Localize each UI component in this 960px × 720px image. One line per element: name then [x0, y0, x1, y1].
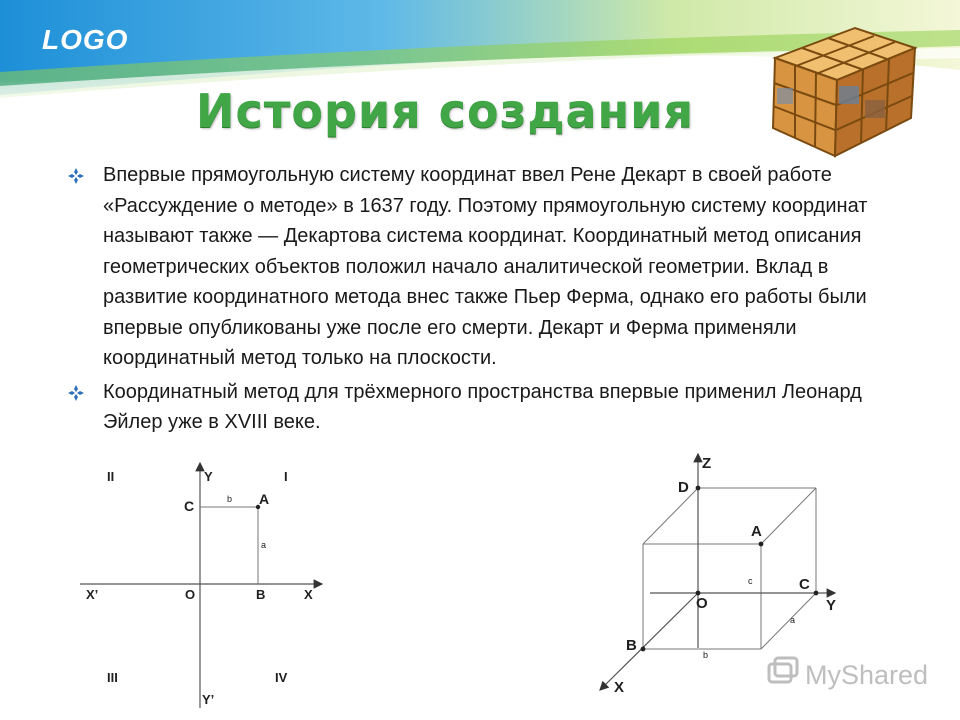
- body-text: [66, 160, 906, 441]
- slide-title: История создания: [196, 84, 695, 138]
- point-c-dot: [814, 591, 819, 596]
- point-b-dot-3d: [641, 647, 646, 652]
- point-b-3d-label: B: [626, 637, 637, 654]
- y-neg-axis-label: Y’: [202, 692, 215, 707]
- point-a-dot-3d: [759, 542, 764, 547]
- point-b-label: B: [256, 587, 266, 602]
- edge-a-label: a: [790, 615, 796, 625]
- point-d-label: D: [678, 479, 689, 496]
- paragraph-1: [66, 160, 906, 374]
- segment-a-label: a: [261, 540, 267, 550]
- point-a-3d-label: A: [751, 523, 762, 540]
- paragraph-1-text: Впервые прямоугольную систему координат ввел Рене Декарт в своей работе «Рассуждение о методе» в 1637 году. Поэтому прямоугольную систему координат называют также — Декартова система координат. Координатный метод описания геометрических объектов положил начало аналитической геометрии. Вклад в развитие координатного метода внес также Пьер Ферма, однако его работы были впервые опубликованы уже после его смерти. Декарт и Ферма применяли координатный метод только на плоскости.: [103, 164, 868, 369]
- z-axis-label: Z: [702, 455, 712, 472]
- segment-b-label: b: [227, 494, 233, 504]
- point-a-label: A: [259, 491, 270, 507]
- plane-coordinate-diagram: [72, 458, 342, 720]
- quadrant-ii-label: II: [107, 469, 115, 484]
- x-axis-label: X: [304, 587, 313, 602]
- x-axis-3d-label: X: [614, 679, 625, 696]
- quadrant-iii-label: III: [107, 670, 118, 685]
- edge-c-label: c: [748, 576, 753, 586]
- watermark-text: MyShared: [805, 660, 929, 690]
- y-axis-label: Y: [204, 469, 213, 484]
- origin-3d-label: O: [696, 595, 708, 612]
- x-axis-3d: [600, 593, 698, 690]
- point-d-dot: [696, 486, 701, 491]
- myshared-watermark: [765, 654, 935, 694]
- rubiks-cube-image: [755, 8, 920, 158]
- point-c-label: C: [184, 498, 195, 514]
- paragraph-2-text: Координатный метод для трёхмерного пространства впервые применил Леонард Эйлер уже в XVIII веке.: [103, 380, 862, 433]
- diamond-bullet-icon: [68, 168, 84, 184]
- point-c-label-3d: C: [799, 576, 810, 593]
- edge-b-label: b: [703, 650, 709, 660]
- quadrant-iv-label: IV: [275, 670, 288, 685]
- logo: LOGO: [42, 24, 129, 55]
- x-neg-axis-label: X’: [86, 587, 99, 602]
- y-axis-3d-label: Y: [826, 597, 837, 614]
- quadrant-i-label: I: [284, 469, 288, 484]
- diamond-bullet-icon: [68, 385, 84, 401]
- paragraph-2: [66, 377, 906, 438]
- origin-label: O: [185, 587, 196, 602]
